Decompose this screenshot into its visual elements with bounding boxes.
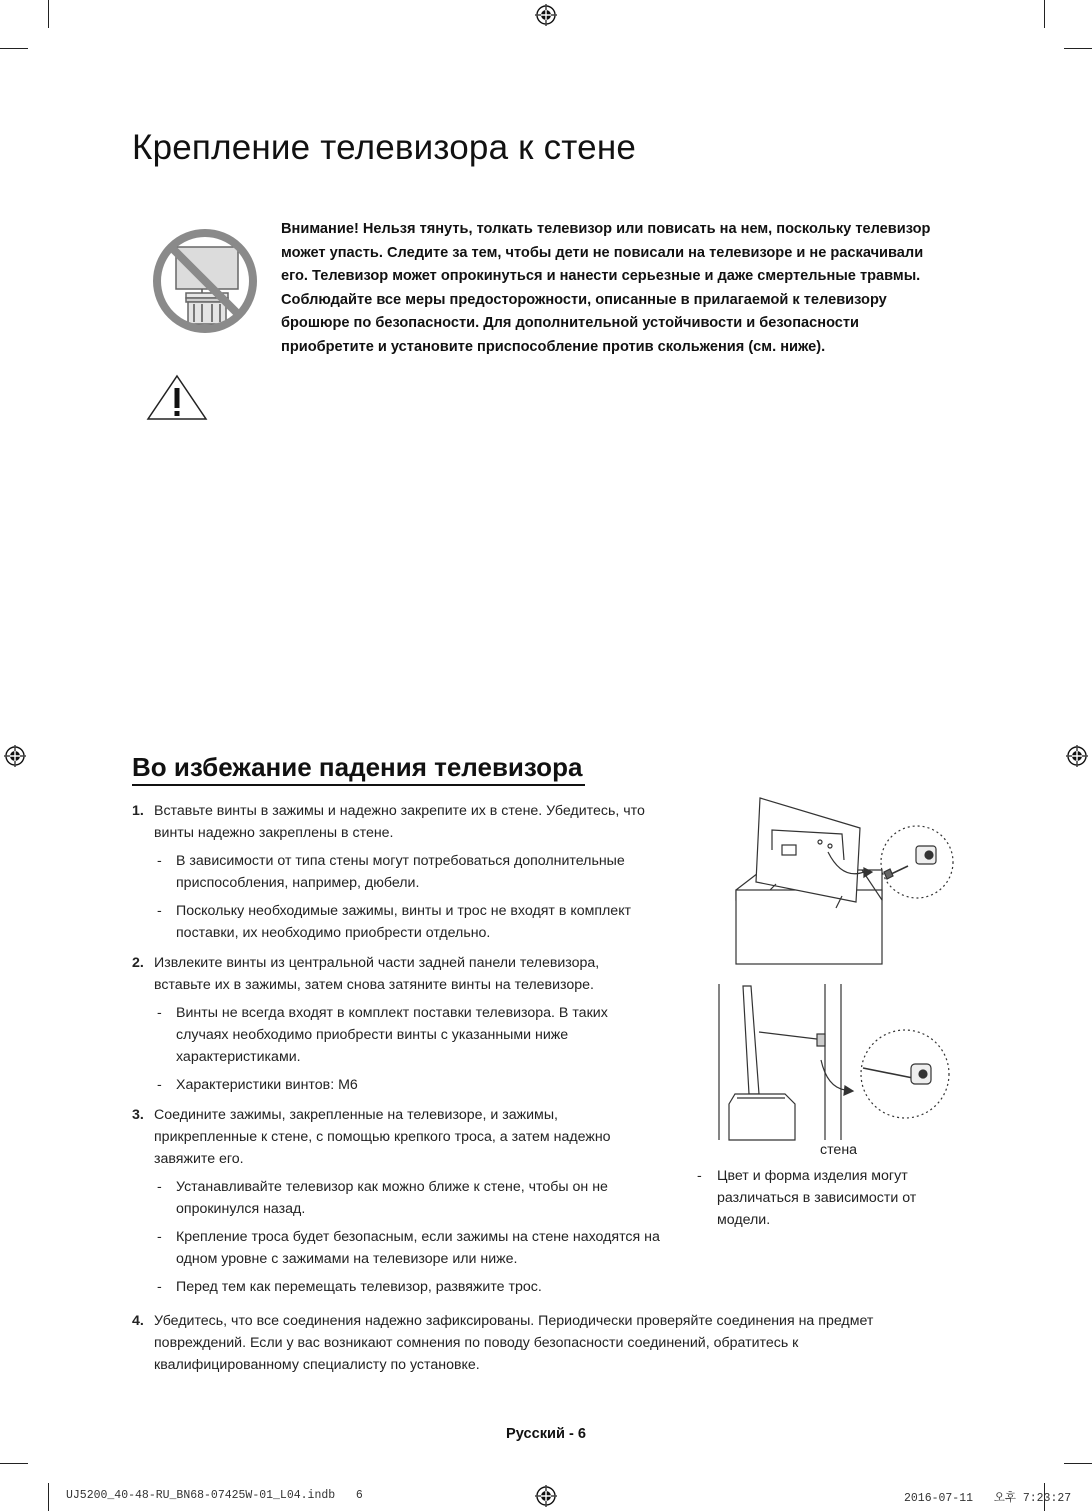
- step-number: 1.: [132, 803, 144, 819]
- sub-item: [154, 850, 652, 894]
- registration-mark-icon: [535, 4, 557, 26]
- sub-text: В зависимости от типа стены могут потребоваться дополнительные приспособления, например, дюбели.: [176, 853, 625, 891]
- sub-text: Винты не всегда входят в комплект поставки телевизора. В таких случаях необходимо приобрести винты с указанными ниже характеристиками.: [176, 1005, 608, 1065]
- list-item: [132, 800, 652, 944]
- sub-text: Поскольку необходимые зажимы, винты и трос не входят в комплект поставки, их необходимо приобрести отдельно.: [176, 903, 632, 941]
- dash: -: [157, 903, 162, 919]
- sub-text: Устанавливайте телевизор как можно ближе к стене, чтобы он не опрокинулся назад.: [176, 1179, 608, 1217]
- title-underline: [132, 784, 585, 786]
- dash: -: [157, 1005, 162, 1021]
- crop-mark: [0, 1463, 28, 1464]
- page-title: Крепление телевизора к стене: [132, 128, 637, 167]
- sub-item: [154, 900, 634, 944]
- registration-mark-icon: [1066, 745, 1088, 767]
- list-item: [132, 1104, 660, 1298]
- sub-text: Крепление троса будет безопасным, если зажимы на стене находятся на одном уровне с зажимами на телевизоре или ниже.: [176, 1229, 660, 1267]
- sub-text: Характеристики винтов: M6: [176, 1077, 358, 1093]
- step-text: Вставьте винты в зажимы и надежно закрепите их в стене. Убедитесь, что винты надежно закреплены в стене.: [154, 803, 645, 841]
- dash: -: [157, 1229, 162, 1245]
- sub-text: Перед тем как перемещать телевизор, развяжите трос.: [176, 1279, 542, 1295]
- list-item: [132, 952, 652, 1096]
- sub-item: [154, 1176, 664, 1220]
- print-slug-date: 2016-07-11 오후 7:23:27: [904, 1492, 1072, 1505]
- crop-mark: [1064, 1463, 1092, 1464]
- tv-wall-side-diagram: [715, 982, 955, 1144]
- step-number: 4.: [132, 1313, 144, 1329]
- dash: -: [157, 1077, 162, 1093]
- crop-mark: [0, 48, 28, 49]
- no-climbing-tv-icon: [150, 225, 260, 337]
- caution-triangle-icon: [146, 374, 208, 421]
- step-text: Убедитесь, что все соединения надежно зафиксированы. Периодически проверяйте соединения на предмет повреждений. Если у вас возникают сомнения по поводу безопасности соединений, обратитесь к квалифицированному специалисту по установке.: [154, 1313, 874, 1373]
- sub-item: [154, 1276, 652, 1298]
- step-number: 3.: [132, 1107, 144, 1123]
- dash: -: [697, 1168, 702, 1184]
- registration-mark-icon: [4, 745, 26, 767]
- section-title: Во избежание падения телевизора: [132, 752, 583, 782]
- steps-list: [132, 800, 692, 1306]
- sub-item: [154, 1074, 652, 1096]
- wall-label: стена: [820, 1142, 858, 1158]
- dash: -: [157, 1179, 162, 1195]
- dash: -: [157, 1279, 162, 1295]
- crop-mark: [1064, 48, 1092, 49]
- step-text: Извлеките винты из центральной части задней панели телевизора, вставьте их в зажимы, затем снова затяните винты на телевизоре.: [154, 955, 600, 993]
- print-slug-file: UJ5200_40-48-RU_BN68-07425W-01_L04.indb 6: [66, 1489, 363, 1502]
- list-item: [132, 1310, 922, 1376]
- note-text: Цвет и форма изделия могут различаться в зависимости от модели.: [717, 1168, 917, 1228]
- step-text: Соедините зажимы, закрепленные на телевизоре, и зажимы, прикрепленные к стене, с помощью крепкого троса, а затем надежно завяжите его.: [154, 1107, 611, 1167]
- registration-mark-icon: [535, 1485, 557, 1507]
- warning-text: Внимание! Нельзя тянуть, толкать телевизор или повисать на нем, поскольку телевизор может упасть. Следите за тем, чтобы дети не повисали на телевизоре и не раскачивали его. Телевизор может опрокинуться и нанести серьезные и даже смертельные травмы. Соблюдайте все меры предосторожности, описанные в прилагаемой к телевизору брошюре по безопасности. Для дополнительной устойчивости и безопасности приобретите и установите приспособление против скольжения (см. ниже).: [281, 221, 931, 355]
- sub-item: [154, 1002, 644, 1068]
- page-number: Русский - 6: [505, 1426, 587, 1442]
- crop-mark: [1044, 0, 1045, 28]
- crop-mark: [48, 0, 49, 28]
- sub-item: [154, 1226, 684, 1270]
- crop-mark: [48, 1483, 49, 1511]
- image-note: [697, 1165, 942, 1231]
- tv-rear-clamp-diagram: [732, 790, 957, 968]
- step-number: 2.: [132, 955, 144, 971]
- dash: -: [157, 853, 162, 869]
